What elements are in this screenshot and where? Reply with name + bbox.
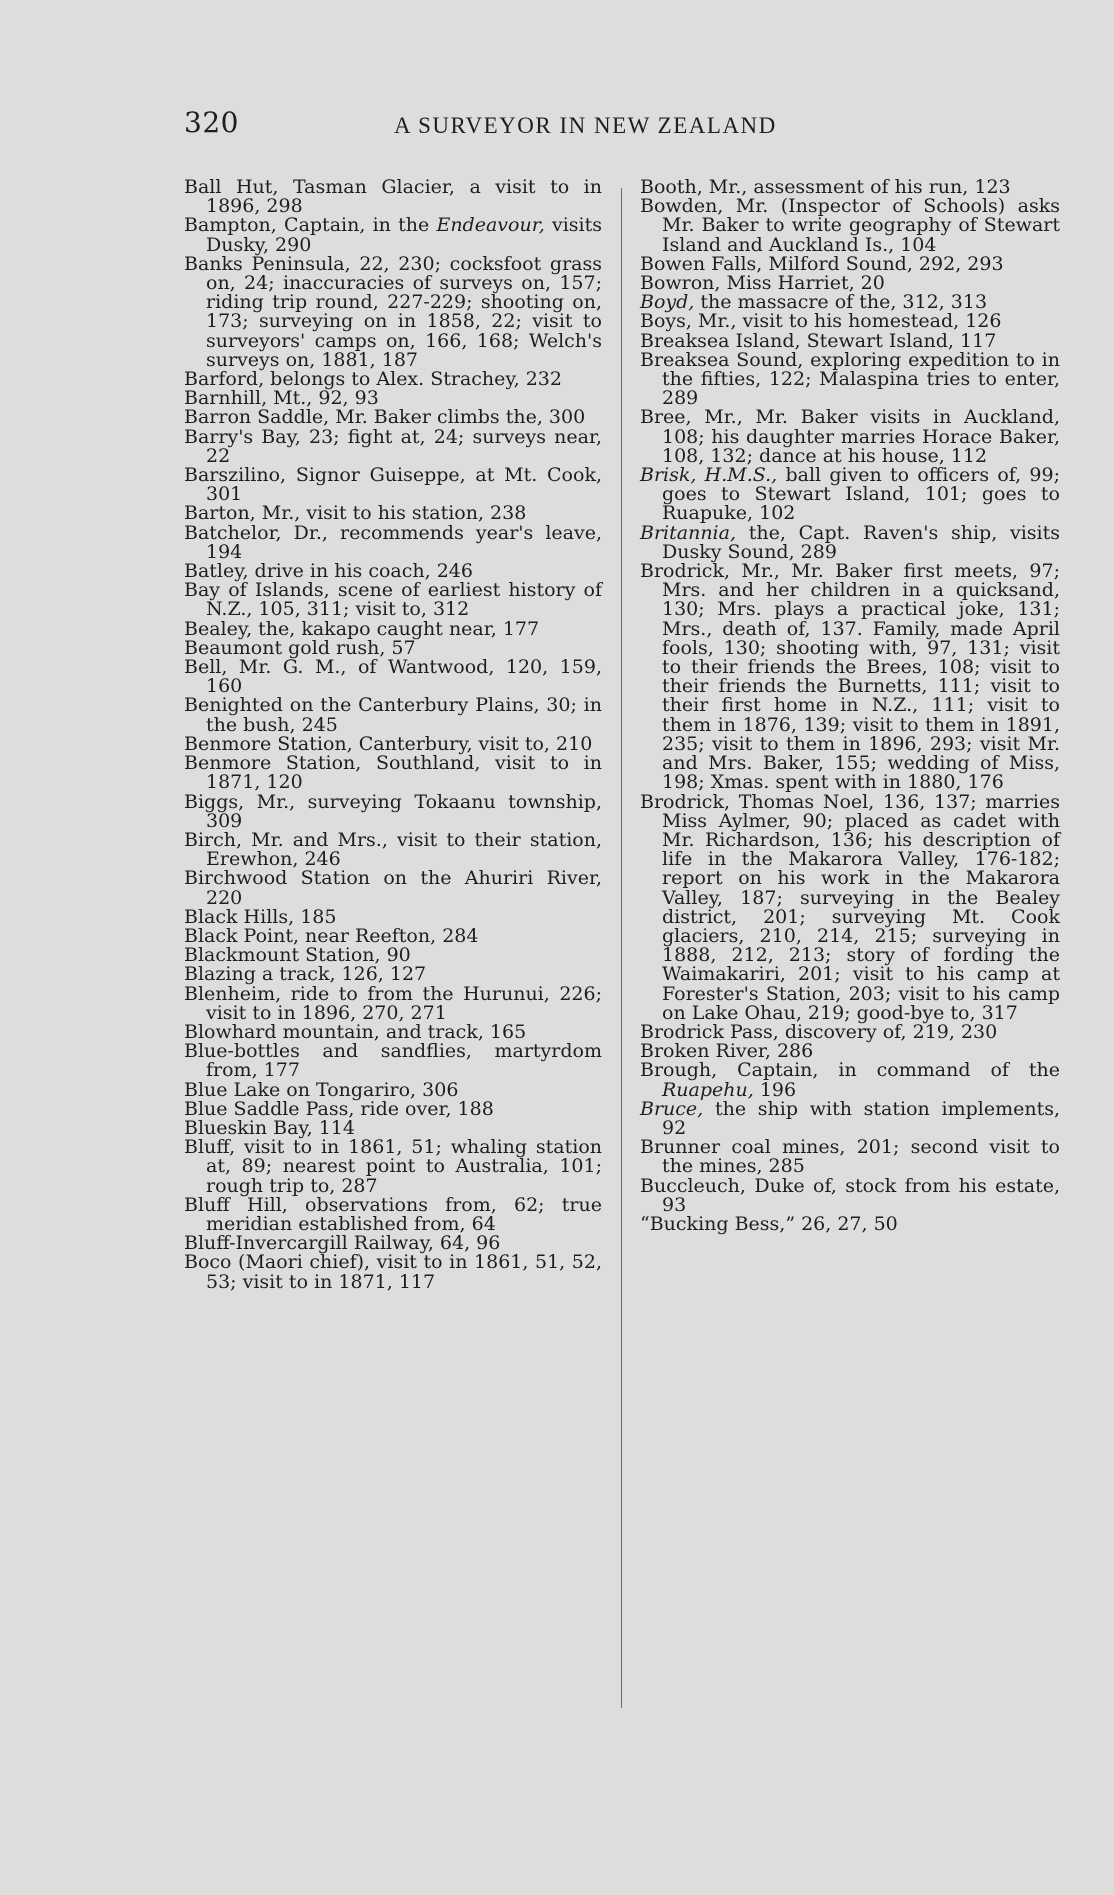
index-entry: Barton, Mr., visit to his station, 238 [184,502,527,525]
index-entry: Bay of Islands, scene of earliest history of N.Z., 105, 311; visit to, 312 [184,579,602,621]
index-entry: Blackmount Station, 90 [184,944,411,967]
entry-text: 196 [753,1078,797,1101]
index-entry [640,1097,1060,1139]
index-entry: Barry's Bay, 23; fight at, 24; surveys near, 22 [184,425,602,467]
index-entry: Black Point, near Reefton, 284 [184,924,479,947]
index-entry: Boys, Mr., visit to his homestead, 126 [640,310,1002,333]
index-entry: Benighted on the Canterbury Plains, 30; in the bush, 245 [184,694,602,736]
entry-text: ball given to officers of, 99; goes to Stewart Island, 101; goes to Ruapuke, 102 [662,464,1060,525]
index-entry [640,466,1060,524]
entry-text: the massacre of the, 312, 313 [694,291,988,314]
index-entry: Banks Peninsula, 22, 230; cocksfoot grass on, 24; inaccuracies of surveys on, 157; riding trip round, 227-229; shooting on, 173; surveying on in 1858, 22; visit to surveyors' camps on, 166, 168; Welch's surveys on, 1881, 187 [184,252,602,371]
index-entry: Biggs, Mr., surveying Tokaanu township, 309 [184,790,602,832]
index-entry: Brunner coal mines, 201; second visit to the mines, 285 [640,1136,1060,1178]
index-entry: Batchelor, Dr., recommends year's leave, 194 [184,521,602,563]
entry-italic-title: Endeavour, [436,214,545,237]
index-entry: Ball Hut, Tasman Glacier, a visit to in 1896, 298 [184,176,602,218]
index-column-right [640,178,1060,1234]
index-entry: Breaksea Island, Stewart Island, 117 [640,329,997,352]
index-entry: Bowden, Mr. (Inspector of Schools) asks Mr. Baker to write geography of Stewart Island and Auckland Is., 104 [640,195,1060,256]
index-entry: Blowhard mountain, and track, 165 [184,1020,527,1043]
index-entry: Blue Saddle Pass, ride over, 188 [184,1097,494,1120]
index-entry: Bree, Mr., Mr. Baker visits in Auckland, 108; his daughter marries Horace Baker, 108, 132; dance at his house, 112 [640,406,1060,467]
entry-italic-title: Brisk, H.M.S., [640,464,778,487]
index-entry: Black Hills, 185 [184,905,337,928]
index-entry: Bluff-Invercargill Railway, 64, 96 [184,1232,501,1255]
index-entry: Bluff Hill, observations from, 62; true meridian established from, 64 [184,1193,602,1235]
index-entry: Batley, drive in his coach, 246 [184,560,473,583]
index-entry: Bowron, Miss Harriet, 20 [640,272,885,295]
index-entry: Barszilino, Signor Guiseppe, at Mt. Cook, 301 [184,464,602,506]
index-entry: Blue Lake on Tongariro, 306 [184,1078,459,1101]
index-entry: Beaumont gold rush, 57 [184,636,416,659]
index-entry: Blenheim, ride to from the Hurunui, 226; visit to in 1896, 270, 271 [184,982,602,1024]
index-entry: Barron Saddle, Mr. Baker climbs the, 300 [184,406,586,429]
index-entry: Benmore Station, Canterbury, visit to, 210 [184,732,593,755]
index-entry: Breaksea Sound, exploring expedition to in the fifties, 122; Malaspina tries to enter, 289 [640,348,1060,410]
entry-text: visits Dusky, 290 [206,214,602,256]
index-entry: Brodrick, Mr., Mr. Baker first meets, 97; Mrs. and her children in a quicksand, 130; Mrs. plays a practical joke, 131; Mrs., death of, 137. Family, made April fools, 130; shooting with, 97, 131; visit to their friends the Brees, 108; visit to their friends the Burnetts, 111; visit to their first home in N.Z., 111; visit to them in 1876, 139; visit to them in 1891, 235; visit to them in 1896, 293; visit Mr. and Mrs. Baker, 155; wedding of Miss, 198; Xmas. spent with in 1880, 176 [640,560,1060,794]
index-entry: Buccleuch, Duke of, stock from his estate, 93 [640,1174,1060,1216]
entry-text: Brough, Captain, in command of the [640,1059,1060,1082]
entry-text: the ship with station implements, 92 [662,1097,1060,1139]
index-entry: Barnhill, Mt., 92, 93 [184,387,379,410]
index-entry: Barford, belongs to Alex. Strachey, 232 [184,368,562,391]
entry-italic-title: Bruce, [640,1097,704,1120]
index-entry: Booth, Mr., assessment of his run, 123 [640,176,1011,198]
column-divider [621,188,622,1708]
index-entry: Brodrick Pass, discovery of, 219, 230 [640,1020,998,1043]
page-header [184,106,864,146]
index-entry: Broken River, 286 [640,1040,814,1063]
index-entry: Bell, Mr. G. M., of Wantwood, 120, 159, 160 [184,656,602,698]
index-entry: Bealey, the, kakapo caught near, 177 [184,617,540,640]
index-entry [184,216,602,254]
index-entry: Bowen Falls, Milford Sound, 292, 293 [640,252,1004,275]
page-number: 320 [184,106,239,139]
index-entry: Birchwood Station on the Ahuriri River, 220 [184,867,602,909]
index-entry: Boco (Maori chief), visit to in 1861, 51, 52, 53; visit to in 1871, 117 [184,1251,602,1293]
index-entry: Blue-bottles and sandflies, martyrdom from, 177 [184,1040,602,1082]
index-entry: Benmore Station, Southland, visit to in 1871, 120 [184,752,602,794]
index-entry: Bluff, visit to in 1861, 51; whaling station at, 89; nearest point to Australia, 101; rough trip to, 287 [184,1136,602,1197]
index-entry [640,1061,1060,1099]
index-entry: Birch, Mr. and Mrs., visit to their station, Erewhon, 246 [184,828,602,871]
entry-text: the, Capt. Raven's ship, visits Dusky Sound, 289 [662,521,1060,563]
entry-italic-title: Boyd, [640,291,695,314]
running-title: A SURVEYOR IN NEW ZEALAND [394,113,777,138]
entry-italic-title: Ruapehu, [662,1078,754,1101]
index-entry: Blazing a track, 126, 127 [184,963,427,986]
index-entry [640,521,1060,563]
index-entry: “Bucking Bess,” 26, 27, 50 [640,1212,898,1235]
entry-text: Bampton, Captain, in the [184,214,437,237]
index-entry: Blueskin Bay, 114 [184,1116,355,1139]
index-column-left [184,178,602,1292]
entry-italic-title: Britannia, [640,521,737,544]
index-entry: Brodrick, Thomas Noel, 136, 137; marries Miss Aylmer, 90; placed as cadet with Mr. Richardson, 136; his description of life in the Makarora Valley, 176-182; report on his work in the Makarora Valley, 187; surveying in the Bealey district, 201; surveying Mt. Cook glaciers, 210, 214, 215; surveying in 1888, 212, 213; story of fording the Waimakariri, 201; visit to his camp at Forester's Station, 203; visit to his camp on Lake Ohau, 219; good-bye to, 317 [640,790,1060,1024]
